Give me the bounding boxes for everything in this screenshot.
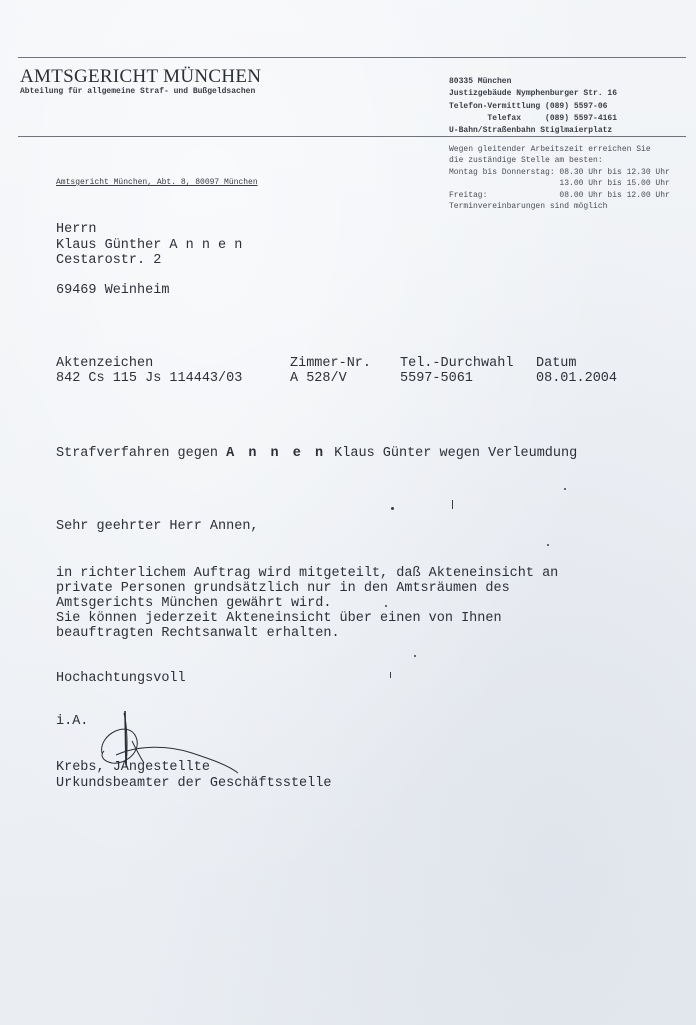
- salutation: Sehr geehrter Herr Annen,: [56, 519, 259, 534]
- on-behalf-marker: i.A.: [56, 714, 89, 729]
- aktenzeichen-value: 842 Cs 115 Js 114443/03: [56, 371, 243, 386]
- header-bottom-rule: [18, 136, 686, 137]
- print-speck: [564, 488, 566, 490]
- recipient-city: 69469 Weinheim: [56, 283, 170, 298]
- print-speck: [391, 507, 394, 510]
- tel-value: 5597-5061: [400, 371, 473, 386]
- office-hours: Wegen gleitender Arbeitszeit erreichen Sie die zuständige Stelle am besten: Montag bis Donnerstag: 08.30 Uhr bis 12.30 Uhr 13.00 Uhr bis 15.00 Uhr Freitag: 08.00 Uhr bis 12.00 Uhr Terminvereinbarungen sind möglich: [449, 145, 670, 212]
- print-speck: [385, 605, 387, 607]
- subject-prefix: Strafverfahren gegen: [56, 446, 219, 461]
- court-address: 80335 München Justizgebäude Nymphenburger Str. 16 Telefon-Vermittlung (089) 5597-06 Telefax (089) 5597-4161 U-Bahn/Straßenbahn Stiglmaierplatz: [449, 77, 618, 136]
- body-text: in richterlichem Auftrag wird mitgeteilt, daß Akteneinsicht an private Personen grundsätzlich nur in den Amtsräumen des Amtsgerichts München gewährt wird. Sie können jederzeit Akteneinsicht über einen von Ihnen beauftragten Rechtsanwalt erhalten.: [56, 566, 559, 642]
- print-speck: [547, 544, 549, 546]
- print-speck: [414, 655, 416, 657]
- print-speck: [452, 500, 453, 509]
- zimmer-label: Zimmer-Nr.: [290, 356, 372, 371]
- datum-label: Datum: [536, 356, 577, 371]
- subject-suffix: Klaus Günter wegen Verleumdung: [334, 446, 578, 461]
- subject-name: A n n e n: [226, 446, 327, 461]
- datum-value: 08.01.2004: [536, 371, 618, 386]
- court-name: AMTSGERICHT MÜNCHEN: [20, 66, 262, 87]
- tel-label: Tel.-Durchwahl: [400, 356, 514, 371]
- court-department: Abteilung für allgemeine Straf- und Bußgeldsachen: [20, 87, 256, 96]
- subject-line: [56, 446, 577, 461]
- header-top-rule: [18, 57, 686, 58]
- print-speck: [390, 672, 391, 678]
- closing: Hochachtungsvoll: [56, 671, 186, 686]
- zimmer-value: A 528/V: [290, 371, 347, 386]
- recipient-address: Herrn Klaus Günther A n n e n Cestarostr. 2: [56, 222, 243, 268]
- sender-return-address: Amtsgericht München, Abt. 8, 80097 München: [56, 178, 258, 187]
- signer-block: Krebs, JAngestellte Urkundsbeamter der Geschäftsstelle: [56, 760, 332, 791]
- aktenzeichen-label: Aktenzeichen: [56, 356, 154, 371]
